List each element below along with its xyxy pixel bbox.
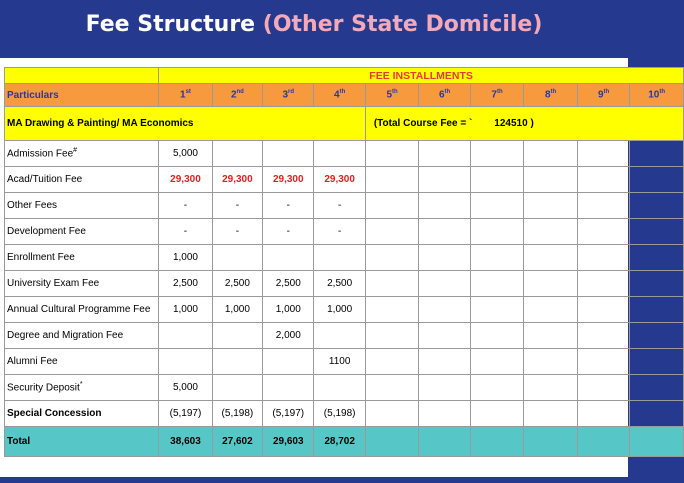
- total-value-cell: [577, 427, 629, 457]
- fee-value-cell: [212, 349, 262, 375]
- fee-value-cell: [212, 323, 262, 349]
- fee-value-cell: -: [263, 219, 314, 245]
- fee-value-cell: [630, 141, 684, 167]
- course-row: [5, 107, 684, 141]
- fee-value-cell: [470, 349, 524, 375]
- fee-row-label: [5, 245, 159, 271]
- fee-value-cell: 2,500: [159, 271, 213, 297]
- fee-value-cell: 29,300: [263, 167, 314, 193]
- fee-row-label: [5, 401, 159, 427]
- total-value-cell: 29,603: [263, 427, 314, 457]
- fee-value-cell: [524, 193, 578, 219]
- fee-value-cell: [524, 349, 578, 375]
- particulars-header-row: [5, 84, 684, 107]
- fee-name: Degree and Migration Fee: [7, 330, 124, 341]
- fee-value-cell: [365, 297, 419, 323]
- fee-value-cell: [419, 401, 470, 427]
- fee-value-cell: [630, 271, 684, 297]
- fee-name: University Exam Fee: [7, 278, 100, 289]
- installment-ordinal-suffix: rd: [288, 89, 295, 96]
- fee-value-cell: -: [314, 193, 365, 219]
- fee-value-cell: (5,197): [263, 401, 314, 427]
- fee-name: Annual Cultural Programme Fee: [7, 304, 151, 315]
- fee-value-cell: [524, 271, 578, 297]
- fee-row-label: [5, 375, 159, 401]
- fee-row: [5, 401, 684, 427]
- fee-value-cell: [365, 193, 419, 219]
- fee-value-cell: [577, 193, 629, 219]
- fee-value-cell: [314, 375, 365, 401]
- installment-column-header: [577, 84, 629, 107]
- installment-ordinal-suffix: th: [496, 89, 503, 96]
- fee-value-cell: 2,000: [263, 323, 314, 349]
- fee-row: [5, 323, 684, 349]
- title-subtitle: (Other State Domicile): [262, 12, 543, 37]
- fee-value-cell: [470, 271, 524, 297]
- total-row: [5, 427, 684, 457]
- installment-ordinal-suffix: nd: [236, 89, 244, 96]
- fee-value-cell: (5,198): [212, 401, 262, 427]
- installment-number: 4: [334, 89, 340, 101]
- fee-value-cell: [630, 219, 684, 245]
- installment-number: 2: [230, 89, 237, 101]
- fee-value-cell: [419, 349, 470, 375]
- fee-value-cell: [212, 245, 262, 271]
- fee-value-cell: [263, 375, 314, 401]
- fee-value-cell: [577, 297, 629, 323]
- page-title: [0, 12, 628, 37]
- fee-value-cell: [470, 401, 524, 427]
- fee-value-cell: 1,000: [159, 245, 213, 271]
- fee-value-cell: [314, 141, 365, 167]
- fee-row-label: [5, 141, 159, 167]
- fee-name: Security Deposit: [7, 382, 80, 394]
- title-main: Fee Structure: [85, 12, 256, 37]
- fee-value-cell: [314, 245, 365, 271]
- fee-row-label: [5, 219, 159, 245]
- total-value-cell: [630, 427, 684, 457]
- fee-value-cell: [524, 219, 578, 245]
- installment-ordinal-suffix: st: [185, 89, 191, 96]
- fee-row: [5, 219, 684, 245]
- fee-row: [5, 141, 684, 167]
- fee-value-cell: [630, 167, 684, 193]
- fee-value-cell: [419, 219, 470, 245]
- sheet-left-margin: [0, 67, 4, 477]
- fee-value-cell: -: [314, 219, 365, 245]
- fee-row-label: [5, 271, 159, 297]
- fee-name: Enrollment Fee: [7, 252, 75, 263]
- fee-value-cell: 1,000: [159, 297, 213, 323]
- fee-footnote-mark: *: [79, 381, 83, 389]
- fee-value-cell: [524, 167, 578, 193]
- fee-value-cell: [630, 349, 684, 375]
- fee-value-cell: [365, 271, 419, 297]
- installment-ordinal-suffix: th: [392, 89, 398, 96]
- installment-ordinal-suffix: th: [339, 89, 346, 96]
- fee-row-label: [5, 193, 159, 219]
- fee-value-cell: [365, 349, 419, 375]
- fee-value-cell: [365, 219, 419, 245]
- fee-row-label: [5, 297, 159, 323]
- fee-value-cell: -: [212, 193, 262, 219]
- total-value-cell: 27,602: [212, 427, 262, 457]
- total-value-cell: [365, 427, 419, 457]
- fee-value-cell: [419, 271, 470, 297]
- fee-value-cell: 2,500: [314, 271, 365, 297]
- fee-value-cell: [470, 375, 524, 401]
- fee-value-cell: [365, 167, 419, 193]
- fee-name: Acad/Tuition Fee: [7, 174, 83, 185]
- fee-value-cell: [577, 271, 629, 297]
- fee-value-cell: [365, 323, 419, 349]
- fee-value-cell: [470, 245, 524, 271]
- fee-value-cell: -: [263, 193, 314, 219]
- fee-value-cell: -: [159, 219, 213, 245]
- total-value-cell: [524, 427, 578, 457]
- total-label: Total: [5, 427, 159, 457]
- fee-value-cell: [524, 401, 578, 427]
- installments-header-blank: [5, 68, 159, 84]
- fee-value-cell: [577, 167, 629, 193]
- fee-value-cell: [524, 245, 578, 271]
- fee-value-cell: [419, 167, 470, 193]
- fee-value-cell: [630, 193, 684, 219]
- fee-value-cell: [470, 141, 524, 167]
- fee-value-cell: [212, 375, 262, 401]
- fee-sheet: [0, 58, 666, 483]
- course-fee-label: (Total Course Fee = `: [373, 118, 473, 129]
- fee-footnote-mark: #: [73, 147, 78, 155]
- fee-value-cell: [159, 349, 213, 375]
- fee-value-cell: [419, 245, 470, 271]
- fee-value-cell: [419, 375, 470, 401]
- installment-number: 10: [648, 89, 660, 101]
- fee-value-cell: [263, 245, 314, 271]
- fee-value-cell: 29,300: [212, 167, 262, 193]
- fee-value-cell: [630, 297, 684, 323]
- fee-value-cell: (5,198): [314, 401, 365, 427]
- installment-column-header: [419, 84, 470, 107]
- fee-row: [5, 245, 684, 271]
- fee-value-cell: [470, 297, 524, 323]
- fee-value-cell: [577, 401, 629, 427]
- fee-value-cell: [577, 141, 629, 167]
- fee-value-cell: [365, 401, 419, 427]
- fee-value-cell: [365, 245, 419, 271]
- course-name: MA Drawing & Painting/ MA Economics: [5, 107, 366, 141]
- total-value-cell: 38,603: [159, 427, 213, 457]
- installment-column-header: [212, 84, 262, 107]
- fee-value-cell: [470, 219, 524, 245]
- fee-name: Development Fee: [7, 226, 86, 237]
- course-fee-value: 124510 ): [494, 118, 534, 129]
- fee-name: Other Fees: [7, 200, 58, 211]
- fee-row: [5, 297, 684, 323]
- fee-row-label: [5, 167, 159, 193]
- fee-row-label: [5, 349, 159, 375]
- total-value-cell: 28,702: [314, 427, 365, 457]
- fee-value-cell: [419, 193, 470, 219]
- fee-row: [5, 193, 684, 219]
- fee-value-cell: [314, 323, 365, 349]
- header-banner: [0, 0, 628, 58]
- fee-value-cell: [419, 297, 470, 323]
- installment-column-header: [159, 84, 213, 107]
- fee-value-cell: -: [159, 193, 213, 219]
- fee-row: [5, 375, 684, 401]
- fee-name: Admission Fee: [7, 148, 74, 160]
- installment-number: 7: [491, 89, 497, 101]
- fee-value-cell: 1,000: [212, 297, 262, 323]
- installment-ordinal-suffix: th: [550, 89, 557, 96]
- installment-ordinal-suffix: th: [603, 89, 610, 96]
- installment-column-header: [524, 84, 578, 107]
- fee-value-cell: [577, 323, 629, 349]
- fee-value-cell: [630, 323, 684, 349]
- fee-value-cell: [470, 167, 524, 193]
- fee-value-cell: [524, 375, 578, 401]
- course-fee-cell: [365, 107, 683, 141]
- fee-value-cell: [212, 141, 262, 167]
- fee-value-cell: [365, 375, 419, 401]
- fee-value-cell: (5,197): [159, 401, 213, 427]
- fee-value-cell: 5,000: [159, 375, 213, 401]
- installment-number: 8: [544, 89, 551, 101]
- fee-value-cell: [524, 323, 578, 349]
- fee-value-cell: [524, 141, 578, 167]
- fee-value-cell: [263, 349, 314, 375]
- fee-value-cell: [577, 219, 629, 245]
- fee-row-label: [5, 323, 159, 349]
- fee-value-cell: [365, 141, 419, 167]
- fee-value-cell: [630, 401, 684, 427]
- installments-header: FEE INSTALLMENTS: [159, 68, 684, 84]
- total-value-cell: [470, 427, 524, 457]
- installments-header-row: [5, 68, 684, 84]
- fee-value-cell: 5,000: [159, 141, 213, 167]
- total-value-cell: [419, 427, 470, 457]
- fee-value-cell: 1,000: [314, 297, 365, 323]
- fee-value-cell: 2,500: [212, 271, 262, 297]
- particulars-header: Particulars: [5, 84, 159, 107]
- fee-value-cell: [577, 245, 629, 271]
- installment-number: 1: [180, 89, 186, 101]
- fee-value-cell: [263, 141, 314, 167]
- installment-number: 5: [386, 89, 393, 101]
- fee-value-cell: [470, 323, 524, 349]
- fee-row: [5, 349, 684, 375]
- fee-value-cell: [470, 193, 524, 219]
- installment-ordinal-suffix: th: [444, 89, 451, 96]
- installment-column-header: [263, 84, 314, 107]
- fee-structure-table: [4, 67, 684, 457]
- fee-value-cell: 29,300: [159, 167, 213, 193]
- installment-number: 6: [438, 89, 445, 101]
- fee-value-cell: 2,500: [263, 271, 314, 297]
- fee-value-cell: [630, 245, 684, 271]
- installment-column-header: [314, 84, 365, 107]
- fee-name: Special Concession: [7, 408, 102, 419]
- fee-value-cell: [419, 141, 470, 167]
- installment-number: 3: [282, 89, 289, 101]
- fee-row: [5, 271, 684, 297]
- installment-number: 9: [597, 89, 604, 101]
- installment-column-header: [365, 84, 419, 107]
- installment-column-header: [630, 84, 684, 107]
- installment-ordinal-suffix: th: [659, 89, 666, 96]
- bottom-strip: [0, 477, 628, 483]
- fee-value-cell: [577, 375, 629, 401]
- fee-value-cell: [630, 375, 684, 401]
- fee-value-cell: -: [212, 219, 262, 245]
- fee-value-cell: [419, 323, 470, 349]
- fee-row: [5, 167, 684, 193]
- installment-column-header: [470, 84, 524, 107]
- fee-value-cell: 29,300: [314, 167, 365, 193]
- fee-name: Alumni Fee: [7, 356, 58, 367]
- fee-value-cell: [524, 297, 578, 323]
- fee-value-cell: [577, 349, 629, 375]
- fee-value-cell: 1,000: [263, 297, 314, 323]
- fee-value-cell: [159, 323, 213, 349]
- fee-value-cell: 1100: [314, 349, 365, 375]
